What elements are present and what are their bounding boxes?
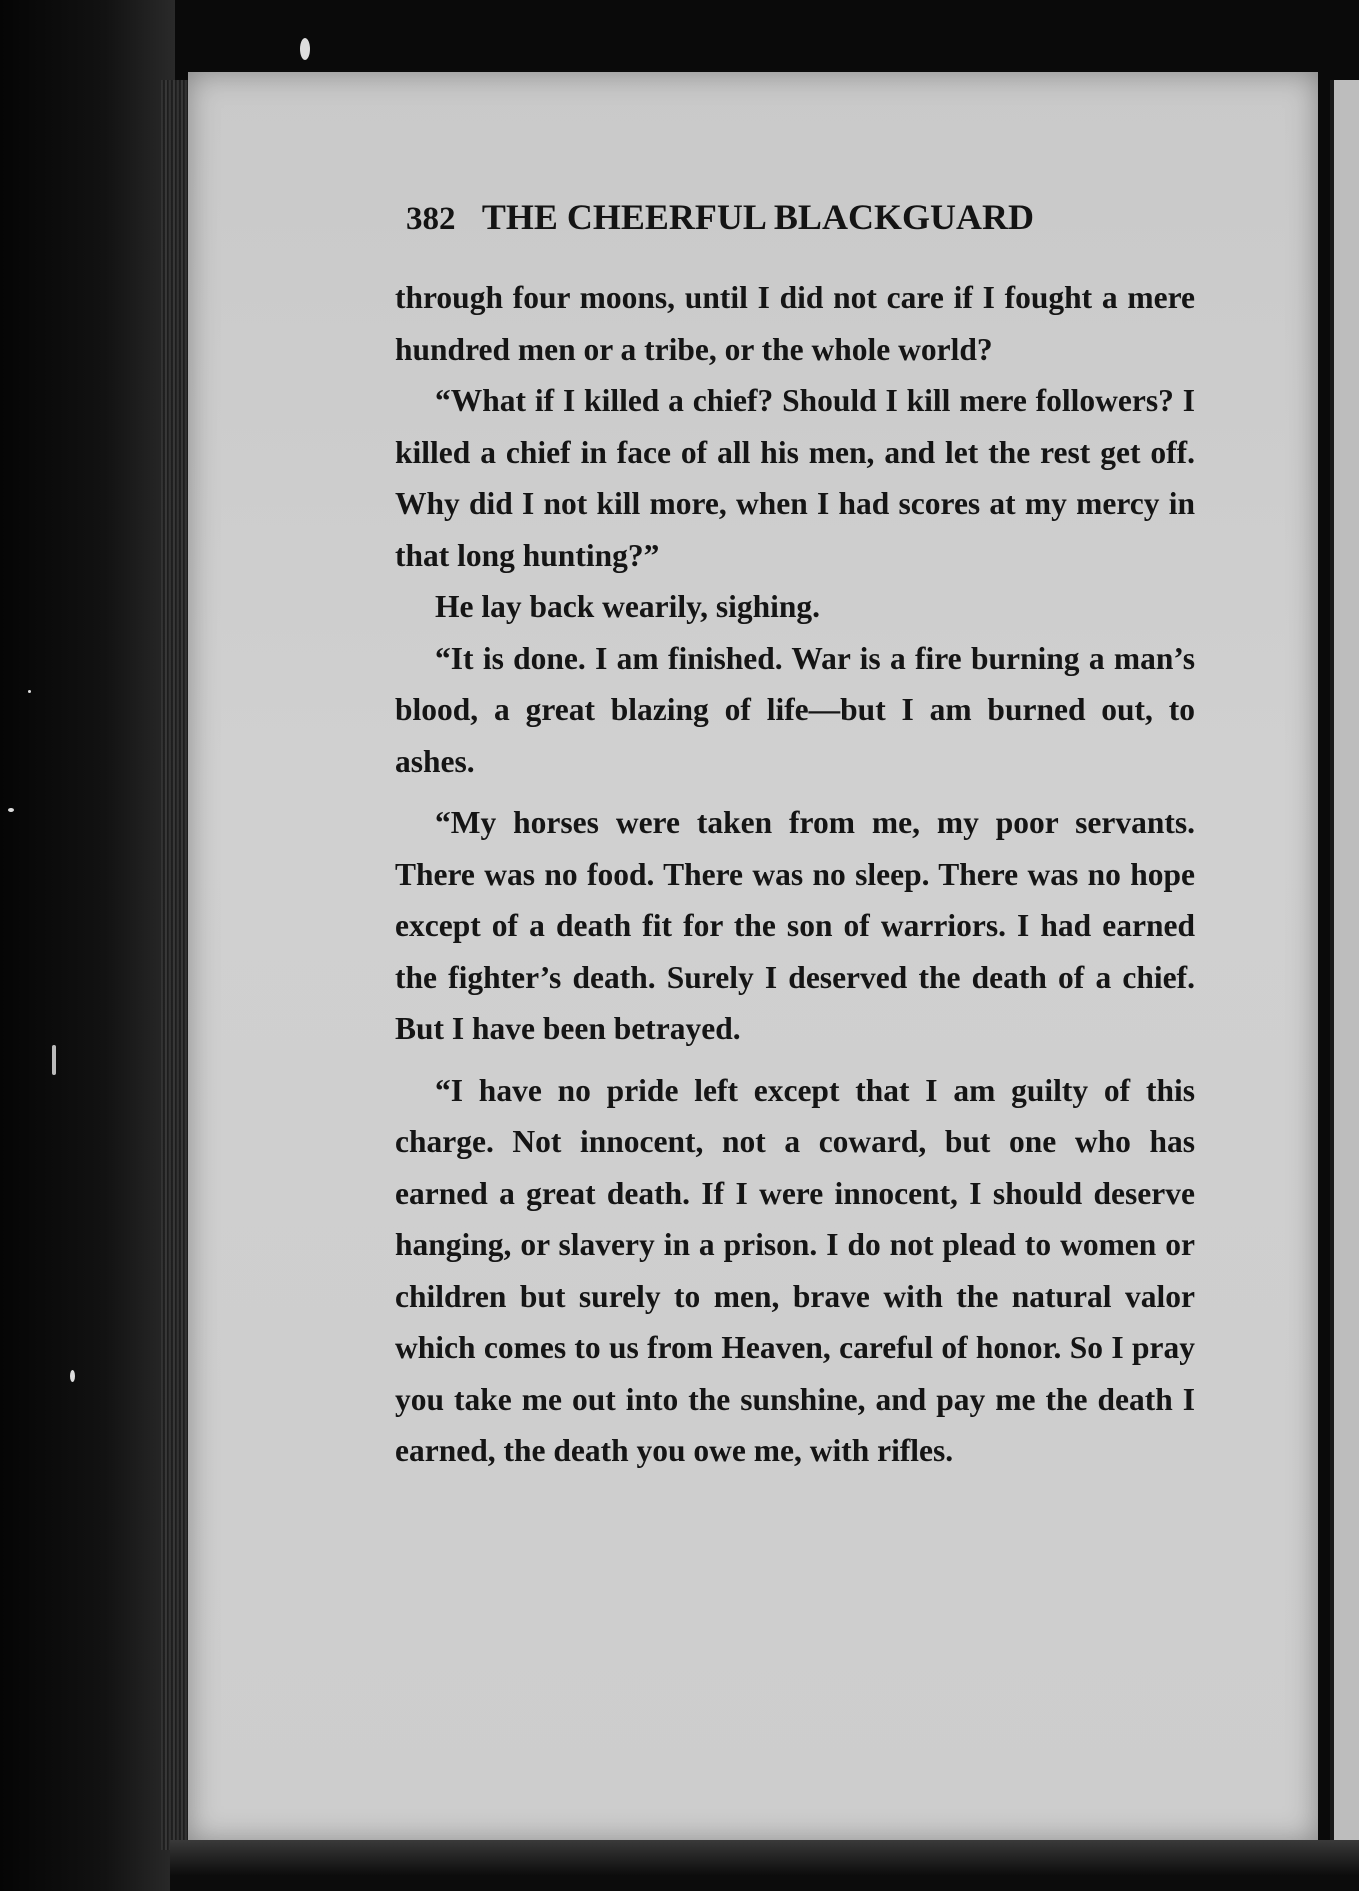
page-number: 382	[406, 201, 456, 237]
paragraph: He lay back wearily, sighing.	[435, 589, 821, 624]
scan-speck	[28, 690, 31, 693]
book-title: THE CHEERFUL BLACKGUARD	[481, 197, 1034, 237]
scan-speck	[70, 1370, 75, 1382]
body-text	[395, 272, 1195, 1477]
paragraph: “My horses were taken from me, my poor servants. There was no food. There was no sleep. There was no hope except of a death fit for the son of warriors. I had earned the fighter’s death. Surely I deserved the death of a chief. But I have been betrayed.	[395, 805, 1195, 1046]
scan-bottom-edge	[170, 1840, 1359, 1891]
running-head	[406, 196, 1206, 246]
scan-left-margin	[0, 0, 175, 1891]
paragraph: “What if I killed a chief? Should I kill mere followers? I killed a chief in face of all his men, and let the rest get off. Why did I not kill more, when I had scores at my mercy in that long hunting?”	[395, 383, 1195, 573]
book-page-edges	[160, 80, 190, 1850]
paragraph: “It is done. I am finished. War is a fire burning a man’s blood, a great blazing of life—but I am burned out, to ashes.	[395, 640, 1195, 779]
scan-speck	[300, 38, 310, 60]
paragraph: through four moons, until I did not care if I fought a mere hundred men or a tribe, or the whole world?	[395, 280, 1195, 367]
paragraph: “I have no pride left except that I am guilty of this charge. Not innocent, not a coward, but one who has earned a great death. If I were innocent, I should deserve hanging, or slavery in a prison. I do not plead to women or children but surely to men, brave with the natural valor which comes to us from Heaven, careful of honor. So I pray you take me out into the sunshine, and pay me the death I earned, the death you owe me, with rifles.	[395, 1072, 1195, 1468]
scan-speck	[8, 808, 14, 812]
adjacent-page-edge	[1330, 80, 1359, 1840]
scan-speck	[52, 1045, 56, 1075]
